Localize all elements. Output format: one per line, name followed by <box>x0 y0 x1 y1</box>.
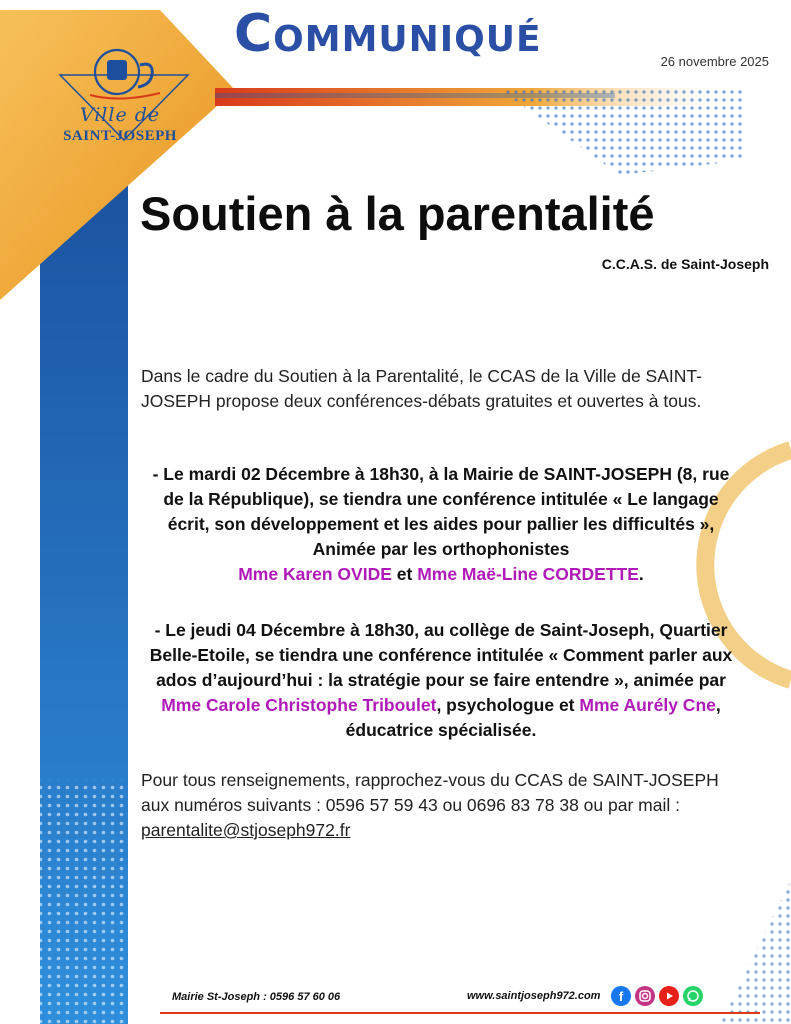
whatsapp-icon[interactable] <box>683 986 703 1006</box>
event-2-middle: , psychologue et <box>436 695 575 715</box>
event-1-conjunction: et <box>396 564 413 584</box>
facebook-icon[interactable] <box>611 986 631 1006</box>
event-2-paragraph <box>141 618 741 743</box>
logo-city-name: SAINT-JOSEPH <box>63 128 177 144</box>
contact-text: Pour tous renseignements, rapprochez-vous du CCAS de SAINT-JOSEPH aux numéros suivants : 0596 57 59 43 ou 0696 83 78 38 ou par mail : <box>141 770 719 815</box>
communique-heading: Communiqué <box>234 4 542 64</box>
event-1-paragraph <box>141 462 741 587</box>
page-title: Soutien à la parentalité <box>140 187 655 240</box>
instagram-icon[interactable] <box>635 986 655 1006</box>
event-1-speaker-2: Mme Maë-Line CORDETTE <box>417 564 639 584</box>
organization-name: C.C.A.S. de Saint-Joseph <box>601 256 769 272</box>
footer-mairie-phone: Mairie St-Joseph : 0596 57 60 06 <box>172 991 341 1003</box>
logo <box>40 40 200 150</box>
svg-text:f: f <box>618 989 624 1004</box>
event-2-end: , éducatrice spécialisée. <box>345 695 721 740</box>
event-1-text: - Le mardi 02 Décembre à 18h30, à la Mairie de SAINT-JOSEPH (8, rue de la République), se tiendra une conférence intitulée « Le langage écrit, son développement et les aides pour pallier les difficultés », Animée par les orthophonistes <box>152 464 730 559</box>
footer-website-link[interactable]: www.saintjoseph972.com <box>467 990 601 1002</box>
contact-email-link[interactable]: parentalite@stjoseph972.fr <box>141 820 351 840</box>
event-2-speaker-1: Mme Carole Christophe Triboulet <box>161 695 437 715</box>
logo-ville-text: Ville de <box>79 104 161 126</box>
event-1-end: . <box>638 564 644 584</box>
contact-paragraph <box>141 768 741 843</box>
intro-paragraph: Dans le cadre du Soutien à la Parentalité, le CCAS de la Ville de SAINT-JOSEPH propose deux conférences-débats gratuites et ouvertes à tous. <box>141 366 702 411</box>
youtube-icon[interactable] <box>659 986 679 1006</box>
event-1-speaker-1: Mme Karen OVIDE <box>238 564 392 584</box>
event-2-text: - Le jeudi 04 Décembre à 18h30, au collège de Saint-Joseph, Quartier Belle-Etoile, se tiendra une conférence intitulée « Comment parler aux ados d’aujourd’hui : la stratégie pour se faire entendre », animée par <box>149 620 733 690</box>
event-2-speaker-2: Mme Aurély Cne <box>579 695 716 715</box>
publication-date: 26 novembre 2025 <box>660 54 769 69</box>
